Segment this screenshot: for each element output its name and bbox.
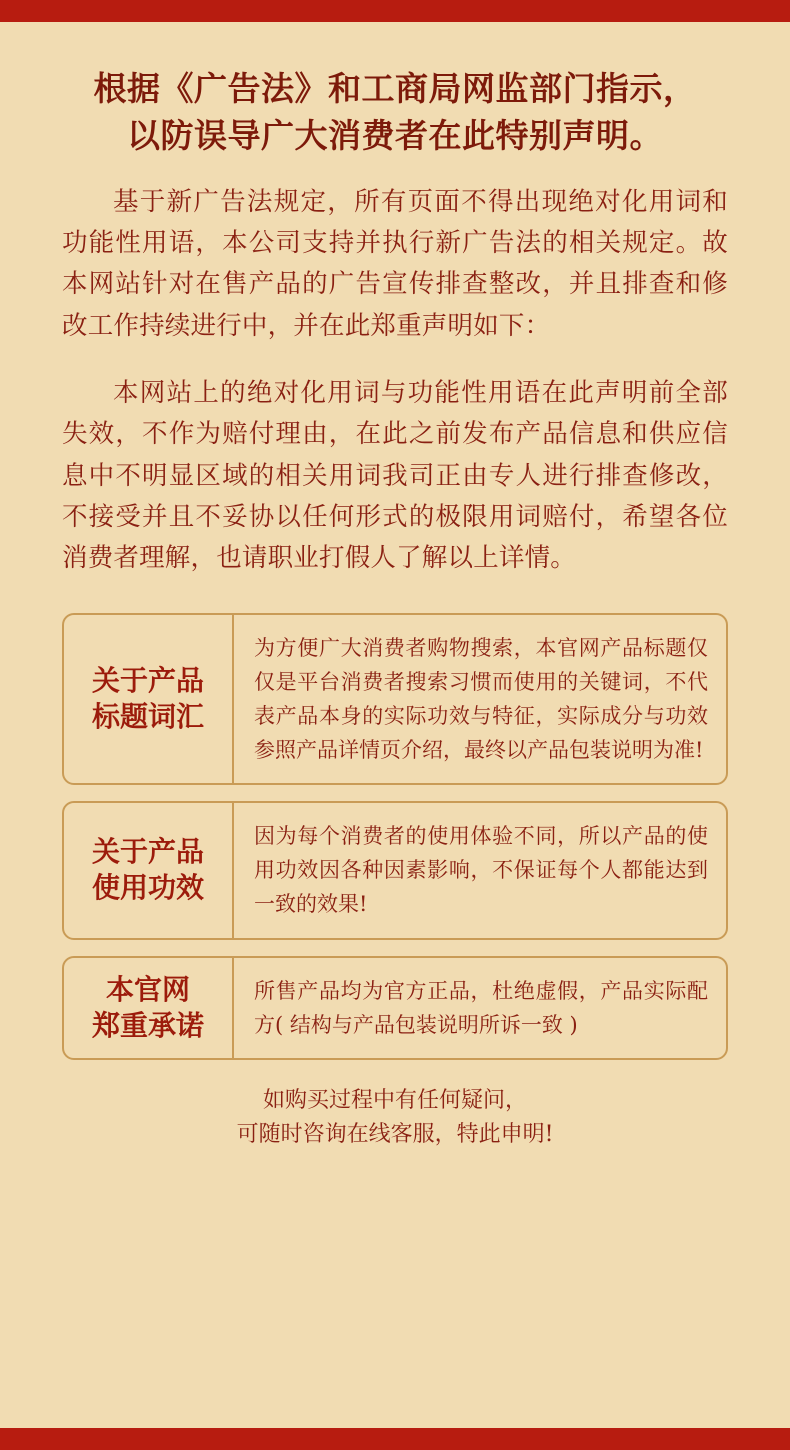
notice-card-body: 为方便广大消费者购物搜索，本官网产品标题仅仅是平台消费者搜索习惯而使用的关键词，不代表产品本身的实际功效与特征，实际成分与功效参照产品详情页介绍，最终以产品包装说明为准! — [254, 636, 708, 763]
notice-card-title-line2: 郑重承诺 — [91, 1008, 204, 1042]
notice-card-body: 因为每个消费者的使用体验不同，所以产品的使用功效因各种因素影响，不保证每个人都能达到一致的效果! — [254, 824, 708, 917]
footer-note-line1: 如购买过程中有任何疑问， — [262, 1088, 527, 1114]
footer-note-line2: 可随时咨询在线客服，特此申明! — [236, 1122, 554, 1148]
notice-card-body: 所售产品均为官方正品，杜绝虚假，产品实际配方( 结构与产品包装说明所诉一致 ) — [254, 978, 708, 1037]
notice-card-title — [64, 958, 234, 1059]
notice-card-promise — [62, 956, 728, 1061]
notice-card-title-line1: 本官网 — [105, 972, 190, 1006]
notice-card-title — [64, 803, 234, 937]
page-content — [0, 22, 790, 1428]
notice-card-product-title — [62, 613, 728, 785]
notice-card-list — [62, 613, 728, 1060]
statement-paragraph-2: 本网站上的绝对化用词与功能性用语在此声明前全部失效，不作为赔付理由，在此之前发布产品信息和供应信息中不明显区域的相关用词我司正由专人进行排查修改，不接受并且不妥协以任何形式的极限用词赔付，希望各位消费者理解，也请职业打假人了解以上详情。 — [62, 377, 728, 574]
notice-card-product-effect — [62, 801, 728, 939]
page-title-line1: 根据《广告法》和工商局网监部门指示， — [93, 69, 697, 108]
top-accent-bar — [0, 0, 790, 22]
footer-note — [62, 1084, 728, 1162]
bottom-accent-bar — [0, 1428, 790, 1450]
page-title-line2: 以防误导广大消费者在此特别声明。 — [127, 115, 663, 155]
statement-paragraph-1: 基于新广告法规定，所有页面不得出现绝对化用词和功能性用语，本公司支持并执行新广告法的相关规定。故本网站针对在售产品的广告宣传排查整改，并且排查和修改工作持续进行中，并在此郑重声明如下： — [62, 186, 728, 341]
notice-card-title-line1: 关于产品 — [91, 664, 204, 698]
notice-card-title-line2: 标题词汇 — [91, 700, 204, 734]
notice-card-title-line2: 使用功效 — [91, 871, 204, 905]
notice-card-title — [64, 615, 234, 783]
page-title — [62, 66, 728, 160]
notice-card-title-line1: 关于产品 — [91, 835, 204, 869]
